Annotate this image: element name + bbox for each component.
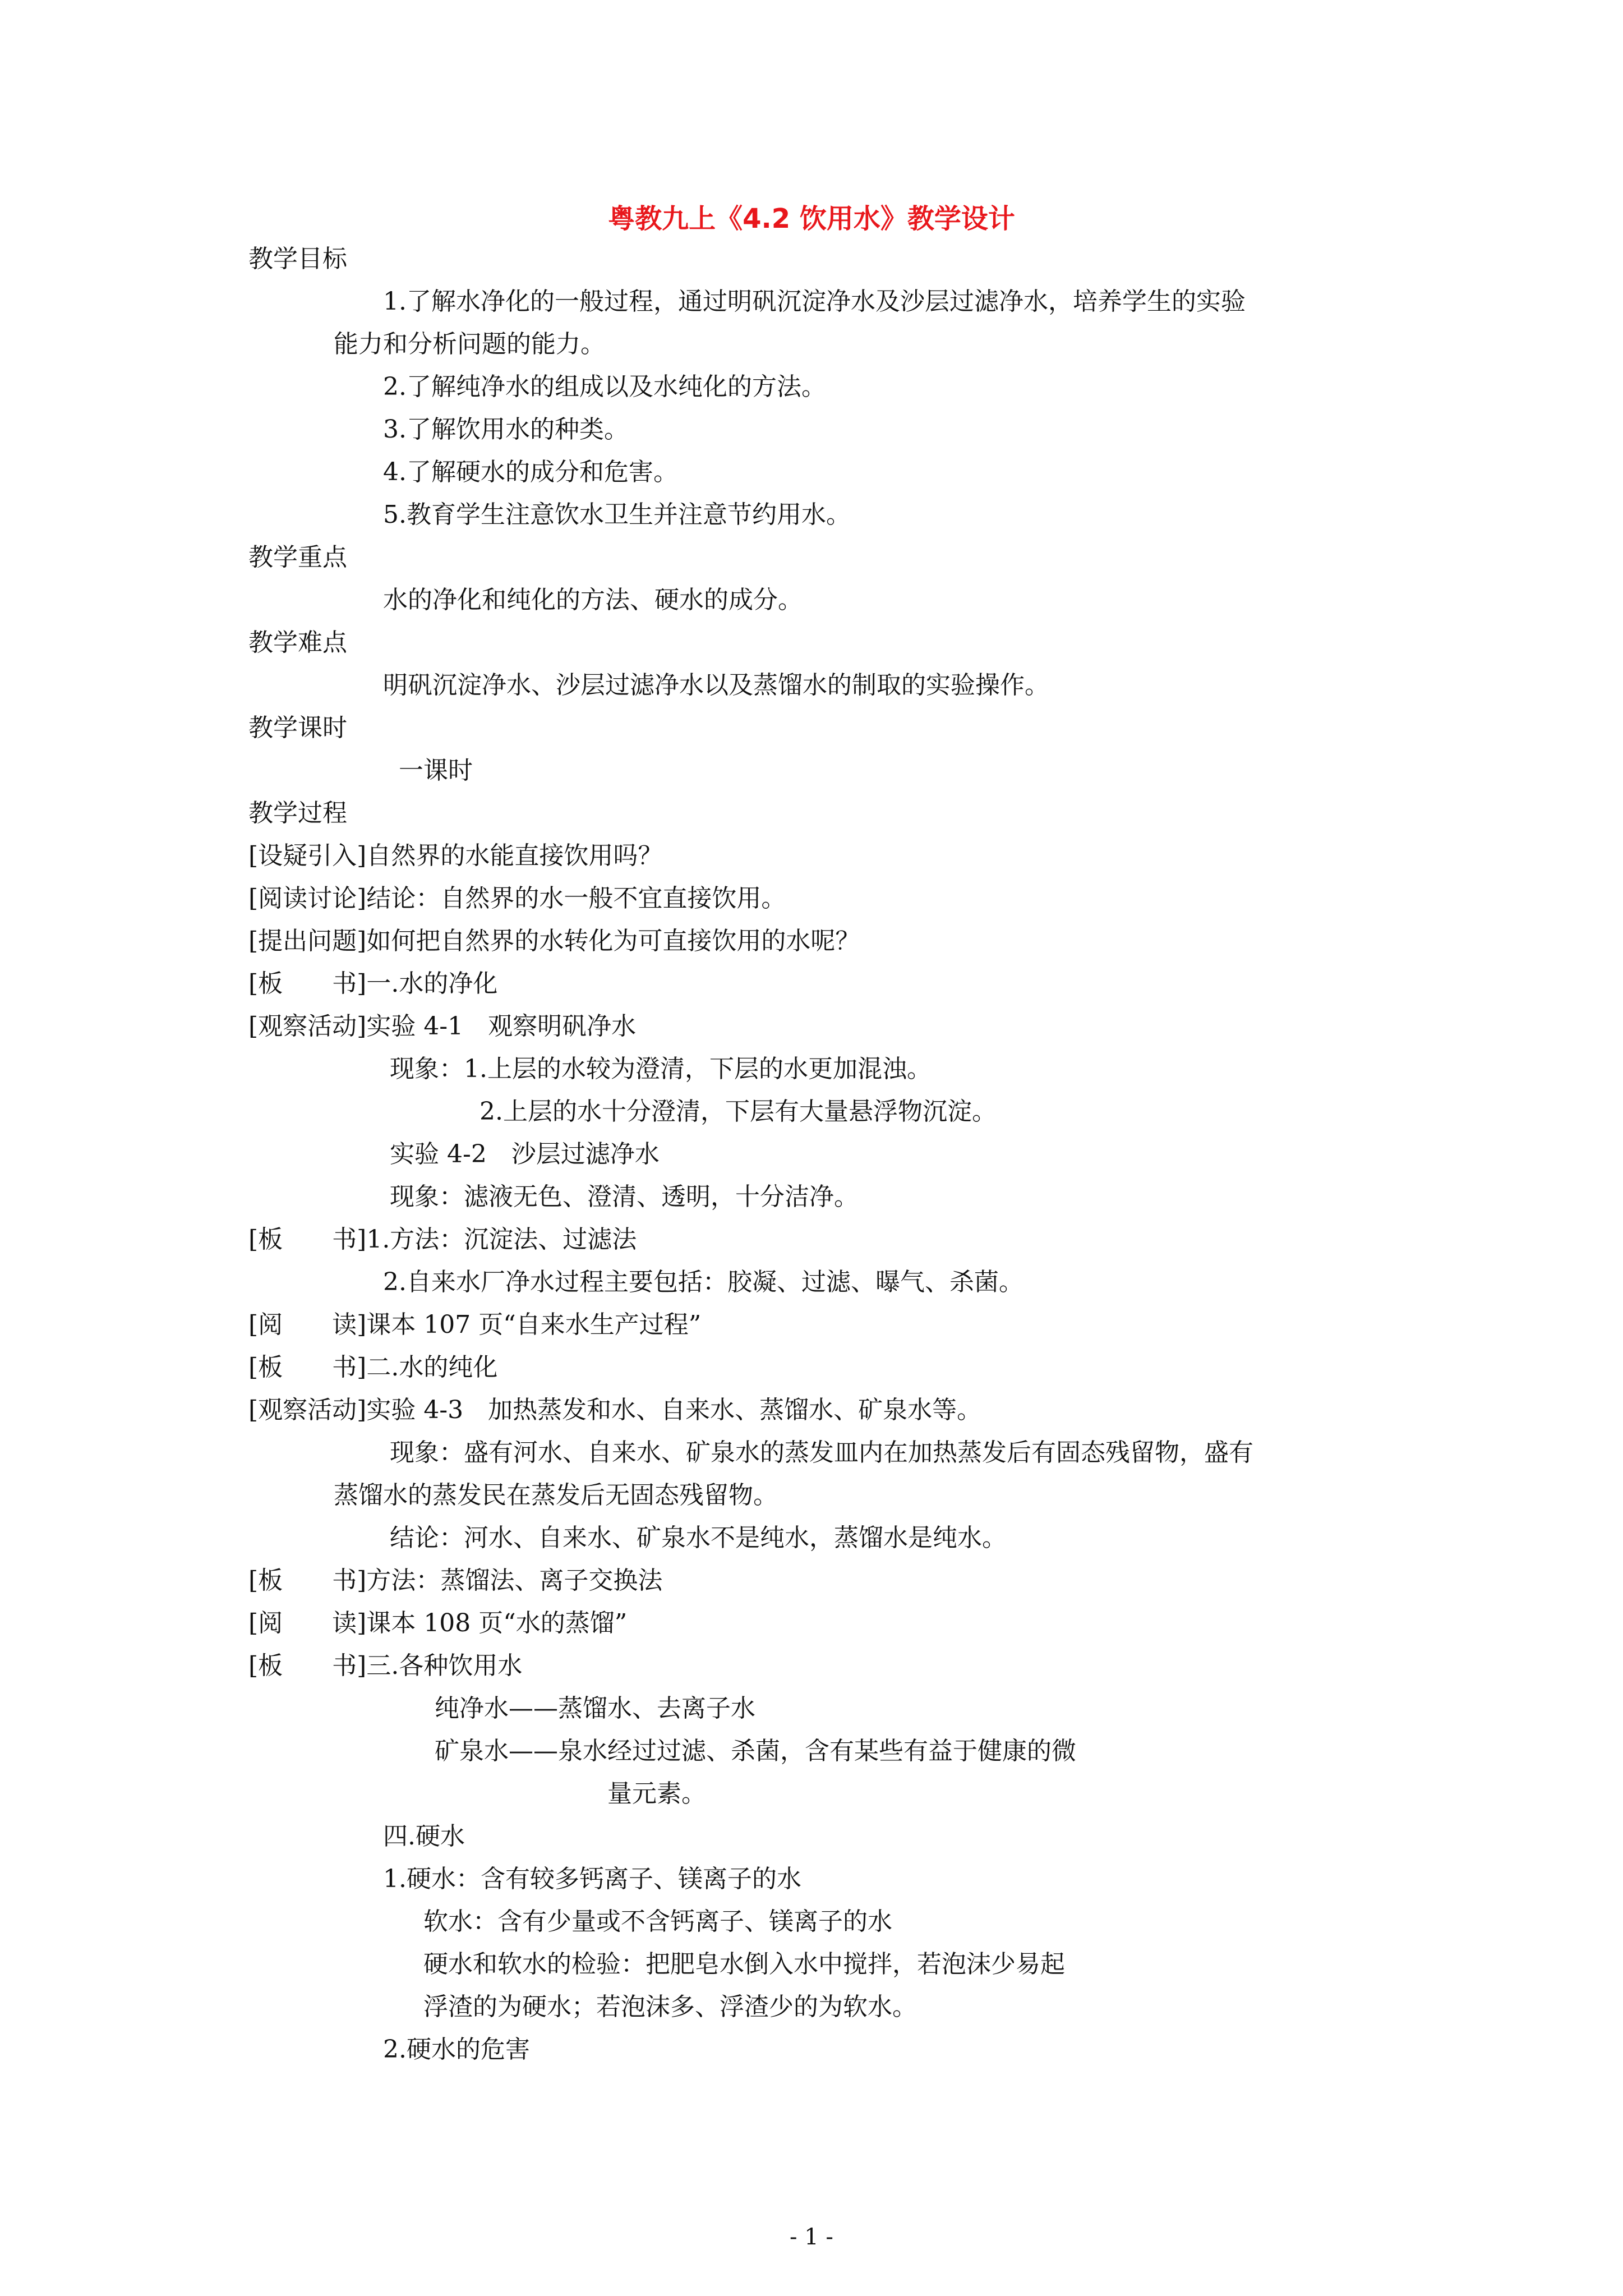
- text-line: 量元素。: [607, 1779, 706, 1808]
- text-line: 蒸馏水的蒸发民在蒸发后无固态残留物。: [334, 1481, 778, 1510]
- text-line: 硬水和软水的检验：把肥皂水倒入水中搅拌，若泡沫少易起: [423, 1950, 1065, 1978]
- text-line: [观察活动]实验 4-3 加热蒸发和水、自来水、蒸馏水、矿泉水等。: [248, 1396, 982, 1424]
- section-heading: 教学目标: [248, 245, 347, 273]
- text-line: 明矾沉淀净水、沙层过滤净水以及蒸馏水的制取的实验操作。: [383, 671, 1049, 700]
- text-line: 实验 4-2 沙层过滤净水: [390, 1140, 660, 1168]
- text-line: [板 书]三.各种饮用水: [248, 1651, 523, 1680]
- text-line: 现象：盛有河水、自来水、矿泉水的蒸发皿内在加热蒸发后有固态残留物，盛有: [390, 1438, 1253, 1467]
- text-line: 2.了解纯净水的组成以及水纯化的方法。: [383, 372, 826, 401]
- text-line: [板 书]方法：蒸馏法、离子交换法: [248, 1566, 663, 1595]
- text-line: 能力和分析问题的能力。: [334, 330, 605, 358]
- text-line: 1.了解水净化的一般过程，通过明矾沉淀净水及沙层过滤净水，培养学生的实验: [383, 287, 1246, 316]
- text-line: [阅 读]课本 107 页“自来水生产过程”: [248, 1310, 702, 1339]
- text-line: [板 书]1.方法：沉淀法、过滤法: [248, 1225, 637, 1254]
- text-line: [阅 读]课本 108 页“水的蒸馏”: [248, 1609, 628, 1637]
- text-line: 结论：河水、自来水、矿泉水不是纯水，蒸馏水是纯水。: [390, 1524, 1007, 1552]
- text-line: [设疑引入]自然界的水能直接饮用吗？: [248, 841, 663, 870]
- text-line: 浮渣的为硬水；若泡沫多、浮渣少的为软水。: [423, 1993, 917, 2021]
- text-line: 2.硬水的危害: [383, 2035, 530, 2064]
- text-line: 矿泉水——泉水经过过滤、杀菌，含有某些有益于健康的微: [435, 1737, 1076, 1765]
- text-line: [板 书]一.水的净化: [248, 969, 498, 998]
- section-heading: 教学课时: [248, 714, 347, 742]
- text-line: 现象：滤液无色、澄清、透明，十分洁净。: [390, 1182, 859, 1211]
- text-line: 水的净化和纯化的方法、硬水的成分。: [383, 586, 803, 614]
- page-number: - 1 -: [790, 2224, 833, 2250]
- text-line: [提出问题]如何把自然界的水转化为可直接饮用的水呢？: [248, 927, 860, 955]
- text-line: 四.硬水: [383, 1822, 465, 1851]
- text-line: 5.教育学生注意饮水卫生并注意节约用水。: [383, 500, 851, 529]
- text-line: 纯净水——蒸馏水、去离子水: [435, 1694, 755, 1723]
- text-line: 现象：1.上层的水较为澄清，下层的水更加混浊。: [390, 1055, 932, 1083]
- text-line: [板 书]二.水的纯化: [248, 1353, 498, 1382]
- text-line: 2.自来水厂净水过程主要包括：胶凝、过滤、曝气、杀菌。: [383, 1268, 1023, 1296]
- text-line: 2.上层的水十分澄清，下层有大量悬浮物沉淀。: [479, 1097, 997, 1126]
- section-heading: 教学难点: [248, 628, 347, 657]
- text-line: [阅读讨论]结论：自然界的水一般不宜直接饮用。: [248, 884, 786, 913]
- document-title: 粤教九上《4.2 饮用水》教学设计: [608, 203, 1015, 234]
- section-heading: 教学重点: [248, 543, 347, 572]
- text-line: [观察活动]实验 4-1 观察明矾净水: [248, 1012, 637, 1041]
- section-heading: 教学过程: [248, 799, 347, 827]
- text-line: 3.了解饮用水的种类。: [383, 415, 629, 444]
- text-line: 一课时: [399, 756, 473, 785]
- text-line: 1.硬水：含有较多钙离子、镁离子的水: [383, 1865, 801, 1893]
- text-line: 软水：含有少量或不含钙离子、镁离子的水: [423, 1907, 892, 1936]
- text-line: 4.了解硬水的成分和危害。: [383, 458, 678, 486]
